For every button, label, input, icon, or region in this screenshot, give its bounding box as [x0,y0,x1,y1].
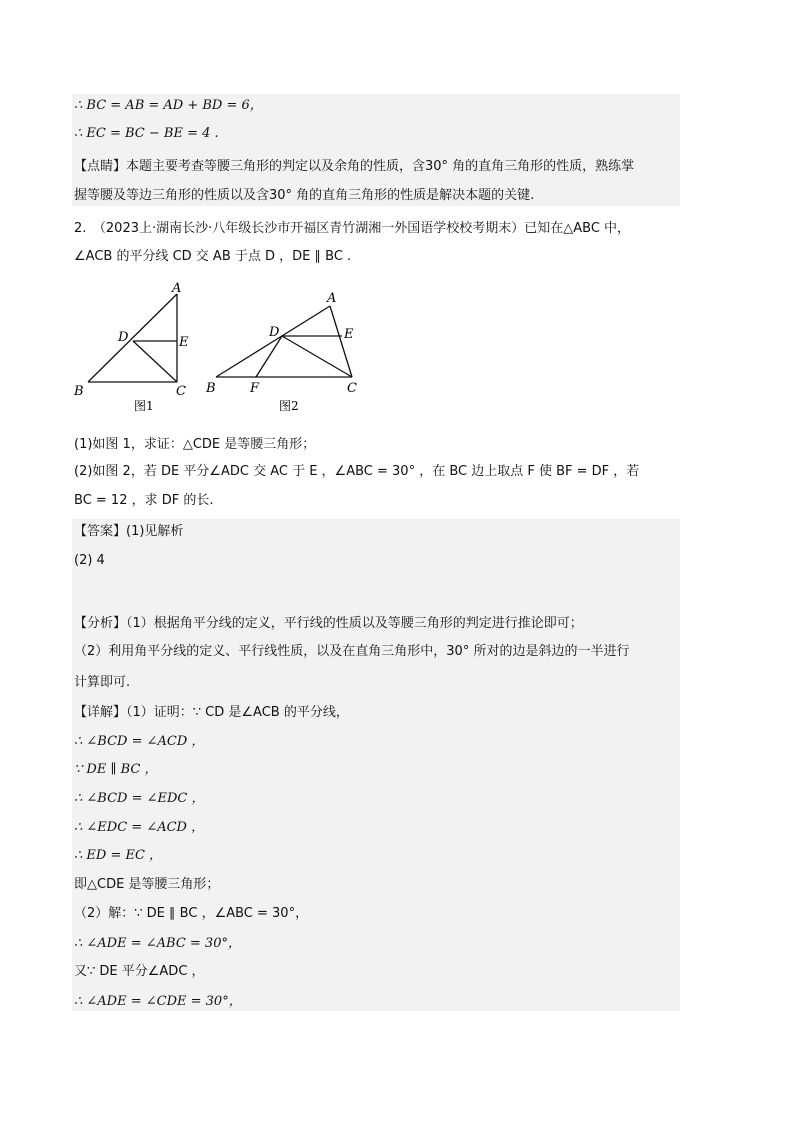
detail-line-6: ∴ ED = EC ， [74,848,163,863]
fig1-caption: 图1 [134,399,154,413]
question-part-2-cont: BC = 12 ，求 DF 的长. [74,493,214,508]
answer-line-2: (2) 4 [74,553,105,568]
detail-line-9: ∴ ∠ADE = ∠ABC = 30°， [74,936,241,951]
fig1-label-C: C [176,384,186,399]
fig2-label-B: B [206,381,216,396]
fig2-label-D: D [269,325,280,340]
fig1-label-D: D [118,330,129,345]
answer-line-1: 【答案】(1)见解析 [74,524,184,539]
figure-1 [88,294,177,382]
text-line-4: 握等腰及等边三角形的性质以及含30° 角的直角三角形的性质是解决本题的关键. [74,188,535,203]
fig2-label-F: F [250,381,260,396]
fig2-side-AB [216,306,330,377]
detail-line-1: 【详解】（1）证明：∵ CD 是∠ACB 的平分线， [74,705,349,720]
analysis-line-2: （2）利用角平分线的定义、平行线性质，以及在直角三角形中，30° 所对的边是斜边的一半进行 [74,644,630,659]
fig1-label-E: E [179,335,189,350]
question-part-2: (2)如图 2，若 DE 平分∠ADC 交 AC 于 E ，∠ABC = 30° ，在 BC 边上取点 F 使 BF = DF ，若 [74,464,640,479]
fig1-label-A: A [172,281,182,296]
fig2-label-C: C [347,381,357,396]
detail-line-2: ∴ ∠BCD = ∠ACD ， [74,734,205,749]
text-line-2: ∴ EC = BC − BE = 4 . [74,126,219,141]
question-2-condition: ∠ACB 的平分线 CD 交 AB 于点 D ，DE ∥ BC . [74,249,352,264]
fig2-caption: 图2 [279,399,299,413]
text-line-3: 【点睛】本题主要考查等腰三角形的判定以及余角的性质，含30° 角的直角三角形的性质，熟练掌 [74,159,635,174]
detail-line-11: ∴ ∠ADE = ∠CDE = 30°， [74,994,242,1009]
detail-line-7: 即△CDE 是等腰三角形； [74,877,220,892]
question-part-1: (1)如图 1，求证：△CDE 是等腰三角形； [74,437,316,452]
detail-line-4: ∴ ∠BCD = ∠EDC ， [74,791,205,806]
figure-2 [216,306,352,377]
detail-line-3: ∵ DE ∥ BC ， [74,762,158,777]
fig2-label-A: A [327,291,337,306]
analysis-line-1: 【分析】（1）根据角平分线的定义，平行线的性质以及等腰三角形的判定进行推论即可； [74,616,583,631]
fig2-segment-DF [256,336,282,377]
text-line-1: ∴ BC = AB = AD + BD = 6， [74,98,263,113]
detail-line-8: （2）解：∵ DE ∥ BC ，∠ABC = 30°， [74,906,309,921]
detail-line-5: ∴ ∠EDC = ∠ACD ， [74,820,205,835]
fig2-label-E: E [344,327,354,342]
analysis-line-3: 计算即可. [74,675,131,690]
fig1-segment-CD [133,341,177,382]
detail-line-10: 又∵ DE 平分∠ADC ， [74,964,205,979]
fig1-label-B: B [74,384,84,399]
geometry-figures [66,278,386,418]
question-2-header: 2. （2023上·湖南长沙·八年级长沙市开福区青竹湖湘一外国语学校校考期末）已知在△ABC 中， [74,221,631,236]
